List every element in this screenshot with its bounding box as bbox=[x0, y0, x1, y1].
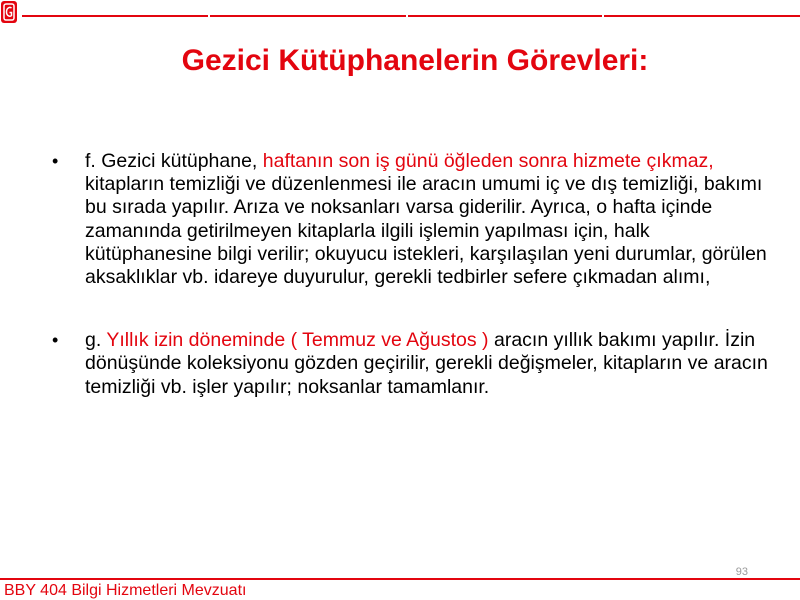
header-rule-4 bbox=[604, 15, 800, 17]
university-logo bbox=[0, 0, 18, 24]
header-rule-1 bbox=[22, 15, 208, 17]
slide-title: Gezici Kütüphanelerin Görevleri: bbox=[181, 44, 649, 77]
page-number: 93 bbox=[735, 566, 748, 578]
header-rule-3 bbox=[408, 15, 602, 17]
bullet-text-highlight: Yıllık izin döneminde ( Temmuz ve Ağustos ) bbox=[106, 329, 489, 352]
bullet-text-highlight: haftanın son iş günü öğleden sonra hizmete çıkmaz, bbox=[262, 150, 714, 172]
bullet-text-pre: f. Gezici kütüphane, bbox=[85, 150, 263, 172]
bullet-icon: • bbox=[52, 330, 59, 351]
bullet-item-f bbox=[52, 150, 772, 289]
bullet-text-post: aracın yıllık bakımı yapılır. İzin dönüşünde koleksiyonu gözden geçirilir, gerekli değişmeler, kitapların ve aracın temizliği vb. işler yapılır; noksanlar tamamlanır. bbox=[85, 329, 768, 398]
bullet-list bbox=[52, 150, 772, 399]
bullet-item-g bbox=[52, 329, 772, 399]
bullet-icon: • bbox=[52, 151, 59, 171]
bullet-text-pre: g. bbox=[85, 329, 107, 352]
header-rule-2 bbox=[210, 15, 406, 17]
footer-course-title: BBY 404 Bilgi Hizmetleri Mevzuatı bbox=[4, 582, 247, 599]
bullet-text-post: kitapların temizliği ve düzenlenmesi ile aracın umumi iç ve dış temizliği, bakımı bu sırada yapılır. Arıza ve noksanları varsa giderilir. Ayrıca, o hafta içinde zamanında getirilmeyen kitaplarla ilgili işlemin yapılması için, halk kütüphanesine bilgi verilir; okuyucu istekleri, karşılaşılan yeni durumlar, görülen aksaklıklar vb. idareye duyurulur, gerekli tedbirler sefere çıkmadan alımı, bbox=[85, 173, 767, 289]
footer-rule bbox=[0, 578, 800, 580]
